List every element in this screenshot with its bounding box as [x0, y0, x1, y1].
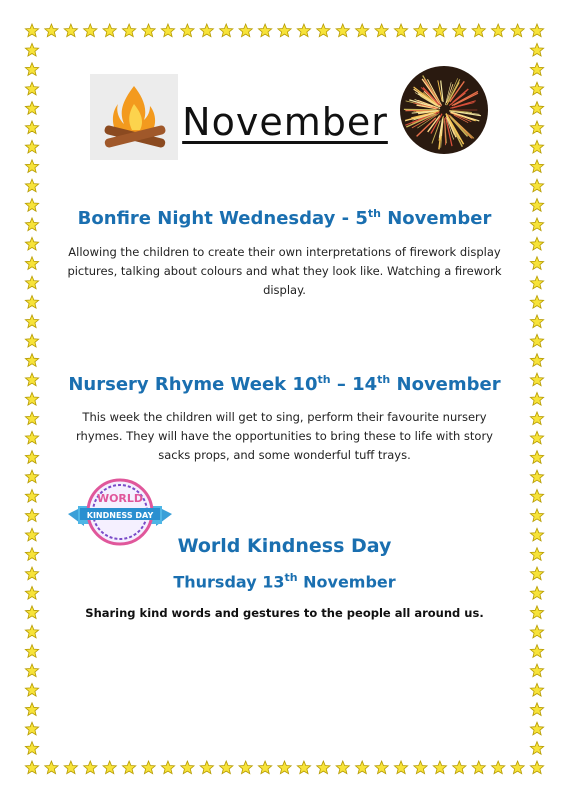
border-star	[530, 683, 543, 696]
border-star	[45, 24, 58, 37]
border-star	[530, 179, 543, 192]
border-star	[317, 24, 330, 37]
border-star	[530, 334, 543, 347]
border-star	[375, 24, 388, 37]
border-star	[394, 761, 407, 774]
rhyme-body: This week the children will get to sing, perform their favourite nursery rhymes. They will have the opportunities to bring these to life with story sacks props, and some wonderful tuff trays.	[76, 410, 493, 462]
rhyme-heading-mid: – 14	[330, 374, 378, 395]
border-star	[25, 237, 38, 250]
bonfire-heading-text: Bonfire Night Wednesday - 5	[77, 208, 368, 229]
border-star	[530, 489, 543, 502]
border-star	[25, 567, 38, 580]
border-star	[530, 664, 543, 677]
border-star	[530, 199, 543, 212]
border-star	[530, 160, 543, 173]
border-star	[492, 761, 505, 774]
border-star	[25, 218, 38, 231]
border-star	[530, 296, 543, 309]
border-star	[530, 82, 543, 95]
border-star	[472, 761, 485, 774]
border-star	[530, 703, 543, 716]
bonfire-heading	[40, 207, 529, 229]
border-star	[258, 24, 271, 37]
border-star	[414, 761, 427, 774]
border-star	[258, 761, 271, 774]
border-star	[25, 528, 38, 541]
kindness-date	[40, 571, 529, 591]
border-star	[472, 24, 485, 37]
rhyme-heading	[40, 373, 529, 395]
border-star	[25, 703, 38, 716]
border-star	[530, 276, 543, 289]
border-star	[356, 24, 369, 37]
border-star	[25, 199, 38, 212]
border-star	[25, 63, 38, 76]
border-star	[25, 509, 38, 522]
kindness-date-sup: th	[284, 571, 298, 584]
border-star	[25, 102, 38, 115]
border-star	[530, 722, 543, 735]
bonfire-heading-tail: November	[380, 208, 492, 229]
rhyme-heading-tail: November	[390, 374, 501, 395]
border-star	[25, 121, 38, 134]
kindness-date-tail: November	[297, 572, 396, 592]
border-star	[122, 24, 135, 37]
border-star	[239, 24, 252, 37]
border-star	[64, 24, 77, 37]
border-star	[530, 373, 543, 386]
border-star	[530, 586, 543, 599]
border-star	[161, 24, 174, 37]
border-star	[530, 218, 543, 231]
border-star	[25, 761, 38, 774]
kindness-heading: World Kindness Day	[177, 535, 392, 557]
border-star	[142, 24, 155, 37]
border-star	[530, 412, 543, 425]
border-star	[530, 451, 543, 464]
border-star	[297, 761, 310, 774]
border-star	[25, 489, 38, 502]
border-star	[25, 24, 38, 37]
border-star	[433, 24, 446, 37]
border-star	[356, 761, 369, 774]
border-star	[84, 761, 97, 774]
border-star	[25, 373, 38, 386]
border-star	[492, 24, 505, 37]
border-star	[394, 24, 407, 37]
border-star	[530, 24, 543, 37]
border-star	[530, 354, 543, 367]
border-star	[530, 140, 543, 153]
border-star	[25, 586, 38, 599]
border-star	[25, 722, 38, 735]
border-star	[25, 160, 38, 173]
border-star	[25, 257, 38, 270]
border-star	[530, 431, 543, 444]
border-star	[511, 761, 524, 774]
border-star	[375, 761, 388, 774]
border-star	[25, 296, 38, 309]
border-star	[25, 625, 38, 638]
border-star	[25, 431, 38, 444]
border-star	[530, 63, 543, 76]
rhyme-heading-text: Nursery Rhyme Week 10	[68, 374, 318, 395]
border-star	[25, 470, 38, 483]
border-star	[239, 761, 252, 774]
border-star	[25, 451, 38, 464]
bonfire-heading-sup: th	[367, 207, 381, 220]
border-star	[530, 625, 543, 638]
fireworks-image	[396, 62, 492, 158]
kindness-logo-word2: KINDNESS DAY	[86, 511, 154, 520]
border-star	[530, 470, 543, 483]
border-star	[200, 761, 213, 774]
border-star	[25, 393, 38, 406]
border-star	[453, 761, 466, 774]
border-star	[530, 606, 543, 619]
border-star	[297, 24, 310, 37]
border-star	[530, 742, 543, 755]
rhyme-heading-sup1: th	[317, 373, 331, 386]
border-star	[25, 354, 38, 367]
border-star	[414, 24, 427, 37]
border-star	[103, 24, 116, 37]
border-star	[84, 24, 97, 37]
rhyme-heading-sup2: th	[377, 373, 391, 386]
border-star	[220, 761, 233, 774]
border-star	[181, 761, 194, 774]
border-star	[122, 761, 135, 774]
bonfire-icon	[90, 74, 178, 160]
page-title: November	[182, 100, 388, 144]
border-star	[433, 761, 446, 774]
border-star	[530, 315, 543, 328]
border-star	[530, 509, 543, 522]
border-star	[530, 43, 543, 56]
border-star	[25, 315, 38, 328]
border-star	[25, 412, 38, 425]
border-star	[530, 102, 543, 115]
border-star	[530, 528, 543, 541]
border-star	[511, 24, 524, 37]
border-star	[161, 761, 174, 774]
border-star	[278, 761, 291, 774]
border-star	[25, 179, 38, 192]
border-star	[530, 567, 543, 580]
border-star	[530, 121, 543, 134]
border-star	[45, 761, 58, 774]
border-star	[25, 606, 38, 619]
kindness-date-text: Thursday 13	[173, 572, 285, 592]
border-star	[530, 548, 543, 561]
border-star	[336, 24, 349, 37]
border-star	[200, 24, 213, 37]
border-star	[530, 645, 543, 658]
border-star	[530, 761, 543, 774]
border-star	[278, 24, 291, 37]
border-star	[25, 276, 38, 289]
border-star	[530, 257, 543, 270]
border-star	[25, 43, 38, 56]
firework-ray	[404, 109, 437, 110]
border-star	[25, 334, 38, 347]
border-star	[142, 761, 155, 774]
bonfire-body: Allowing the children to create their own interpretations of firework display pictures, talking about colours and what they look like. Watching a firework display.	[67, 245, 502, 297]
kindness-body: Sharing kind words and gestures to the people all around us.	[85, 606, 484, 620]
border-star	[220, 24, 233, 37]
border-star	[64, 761, 77, 774]
border-star	[103, 761, 116, 774]
border-star	[25, 548, 38, 561]
border-star	[317, 761, 330, 774]
border-star	[181, 24, 194, 37]
border-star	[25, 664, 38, 677]
title-block	[180, 100, 390, 144]
kindness-logo-word1: WORLD	[96, 492, 144, 505]
border-star	[530, 237, 543, 250]
border-star	[25, 82, 38, 95]
border-star	[336, 761, 349, 774]
border-star	[25, 742, 38, 755]
border-star	[25, 683, 38, 696]
border-star	[25, 140, 38, 153]
border-star	[453, 24, 466, 37]
border-star	[530, 393, 543, 406]
border-star	[25, 645, 38, 658]
